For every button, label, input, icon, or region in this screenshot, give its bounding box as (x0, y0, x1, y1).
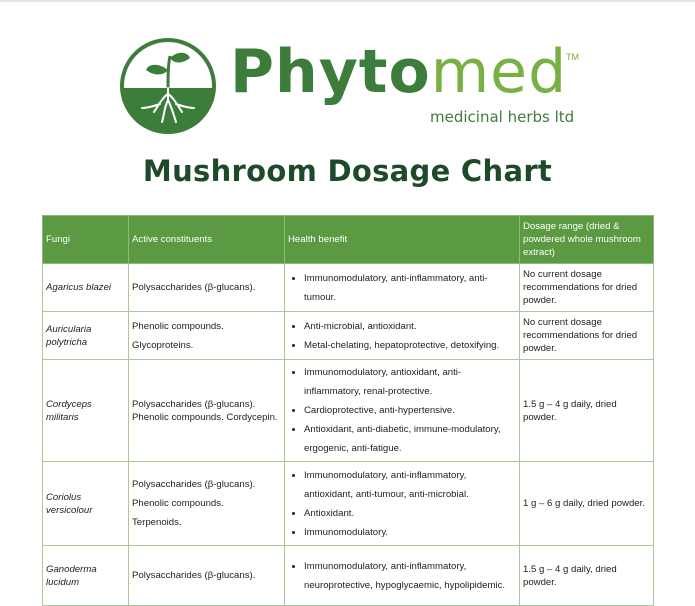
constituents-cell (129, 360, 285, 462)
constituents-cell (129, 312, 285, 360)
page-title: Mushroom Dosage Chart (142, 154, 553, 188)
table-row (43, 462, 654, 546)
brand-name-light: med (430, 37, 568, 107)
benefit-item: • Cardioprotective, anti-hypertensive. (304, 401, 516, 420)
sprout-roots-icon (118, 36, 218, 136)
benefit-cell (285, 264, 520, 312)
brand-name-dark: Phyto (230, 37, 431, 107)
dosage-table (42, 215, 654, 606)
benefit-item: • Immunomodulatory, anti-inflammatory, anti-tumour. (304, 269, 516, 307)
constituent: Phenolic compounds. (132, 498, 224, 509)
benefit-list (288, 363, 516, 458)
constituents-cell (129, 264, 285, 312)
benefit-cell (285, 312, 520, 360)
constituent: Polysaccharides (β-glucans). (132, 479, 256, 490)
benefit-item: • Immunomodulatory, anti-inflammatory, antioxidant, anti-tumour, anti-microbial. (304, 466, 516, 504)
benefit-cell (285, 360, 520, 462)
dosage-cell: 1.5 g – 4 g daily, dried powder. (520, 360, 654, 462)
constituent: Glycoproteins. (132, 339, 194, 351)
constituent: Terpenoids. (132, 517, 182, 528)
header-benefit: Health benefit (285, 216, 520, 264)
top-border (0, 0, 695, 2)
benefit-list (288, 269, 516, 307)
dosage-cell: 1 g – 6 g daily, dried powder. (520, 462, 654, 546)
constituent: Polysaccharides (β-glucans). (132, 570, 256, 581)
table-header-row (43, 216, 654, 264)
dosage-cell: No current dosage recommendations for dried powder. (520, 312, 654, 360)
benefit-item: • Metal-chelating, hepatoprotective, detoxifying. (304, 336, 516, 355)
benefit-list (288, 317, 516, 355)
benefit-item: • Immunomodulatory. (304, 523, 516, 542)
benefit-cell (285, 462, 520, 546)
benefit-item: • Immunomodulatory, antioxidant, anti-inflammatory, renal-protective. (304, 363, 516, 401)
fungi-cell: Auricularia polytricha (43, 312, 129, 360)
constituent: Polysaccharides (β-glucans). Phenolic compounds. Cordycepin. (132, 398, 278, 423)
dosage-cell: No current dosage recommendations for dried powder. (520, 264, 654, 312)
fungi-cell: Cordyceps militaris (43, 360, 129, 462)
table-row (43, 312, 654, 360)
trademark-mark: TM (566, 52, 579, 62)
benefit-list (288, 466, 516, 542)
constituent: Phenolic compounds. (132, 320, 224, 332)
table-row (43, 360, 654, 462)
benefit-item: • Immunomodulatory, anti-inflammatory, neuroprotective, hypoglycaemic, hypolipidemic. (304, 557, 516, 595)
table-row (43, 264, 654, 312)
benefit-item: • Antioxidant. (304, 504, 516, 523)
constituent: Polysaccharides (β-glucans). (132, 282, 256, 293)
fungi-cell: Coriolus versicolour (43, 462, 129, 546)
header-constituents: Active constituents (129, 216, 285, 264)
benefit-item: • Antioxidant, anti-diabetic, immune-modulatory, ergogenic, anti-fatigue. (304, 420, 516, 458)
brand-logo (118, 36, 588, 140)
benefit-item: • Anti-microbial, antioxidant. (304, 317, 516, 336)
brand-name (230, 37, 568, 107)
dosage-cell: 1.5 g – 4 g daily, dried powder. (520, 546, 654, 606)
fungi-cell: Agaricus blazei (43, 264, 129, 312)
header-fungi: Fungi (43, 216, 129, 264)
brand-tagline: medicinal herbs ltd (430, 108, 575, 126)
fungi-cell: Ganoderma lucidum (43, 546, 129, 606)
header-dosage: Dosage range (dried & powdered whole mushroom extract) (520, 216, 654, 264)
constituents-cell (129, 462, 285, 546)
